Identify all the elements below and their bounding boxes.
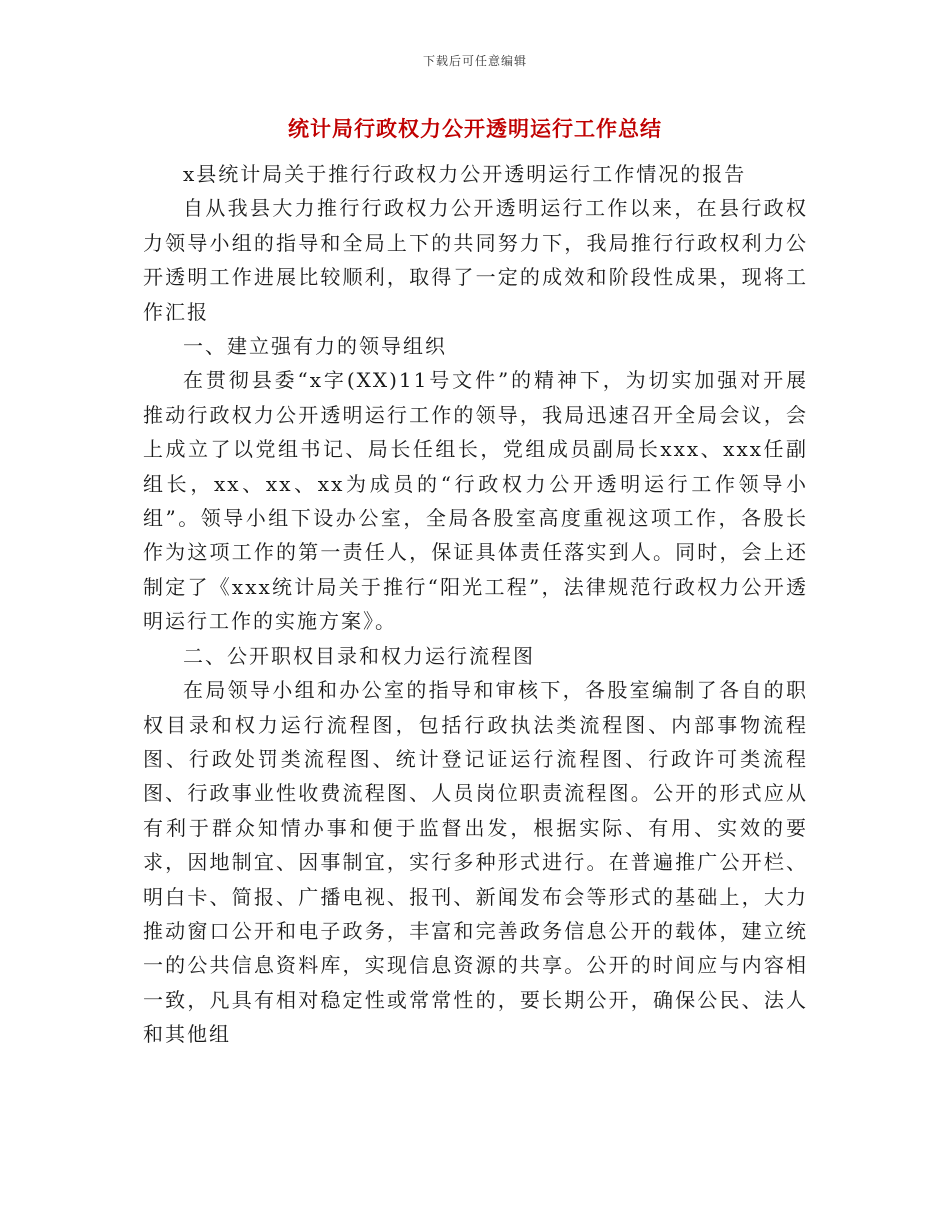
page-header: 下载后可任意编辑	[422, 54, 527, 68]
section-1-paragraph: 在贯彻县委“x字(XX)11号文件”的精神下，为切实加强对开展推动行政权力公开透明运行工作的领导，我局迅速召开全局会议，会上成立了以党组书记、局长任组长，党组成员副局长xxx、xxx任副组长，xx、xx、xx为成员的“行政权力公开透明运行工作领导小组”。领导小组下设办公室，全局各股室高度重视这项工作，各股长作为这项工作的第一责任人，保证具体责任落实到人。同时，会上还制定了《xxx统计局关于推行“阳光工程”，法律规范行政权力公开透明运行工作的实施方案》。	[143, 368, 808, 634]
section-heading-1: 一、建立强有力的领导组织	[183, 334, 447, 359]
document-body	[143, 157, 808, 1052]
report-subtitle: x县统计局关于推行行政权力公开透明运行工作情况的报告	[183, 162, 747, 186]
section-heading-2: 二、公开职权目录和权力运行流程图	[183, 643, 535, 668]
section-2-paragraph: 在局领导小组和办公室的指导和审核下，各股室编制了各自的职权目录和权力运行流程图，包括行政执法类流程图、内部事物流程图、行政处罚类流程图、统计登记证运行流程图、行政许可类流程图、行政事业性收费流程图、人员岗位职责流程图。公开的形式应从有利于群众知情办事和便于监督出发，根据实际、有用、实效的要求，因地制宜、因事制宜，实行多种形式进行。在普遍推广公开栏、明白卡、简报、广播电视、报刊、新闻发布会等形式的基础上，大力推动窗口公开和电子政务，丰富和完善政务信息公开的载体，建立统一的公共信息资料库，实现信息资源的共享。公开的时间应与内容相一致，凡具有相对稳定性或常常性的，要长期公开，确保公民、法人和其他组	[143, 678, 808, 1047]
intro-paragraph: 自从我县大力推行行政权力公开透明运行工作以来，在县行政权力领导小组的指导和全局上下的共同努力下，我局推行行政权利力公开透明工作进展比较顺利，取得了一定的成效和阶段性成果，现将工作汇报	[143, 196, 808, 324]
document-title: 统计局行政权力公开透明运行工作总结	[288, 116, 662, 141]
